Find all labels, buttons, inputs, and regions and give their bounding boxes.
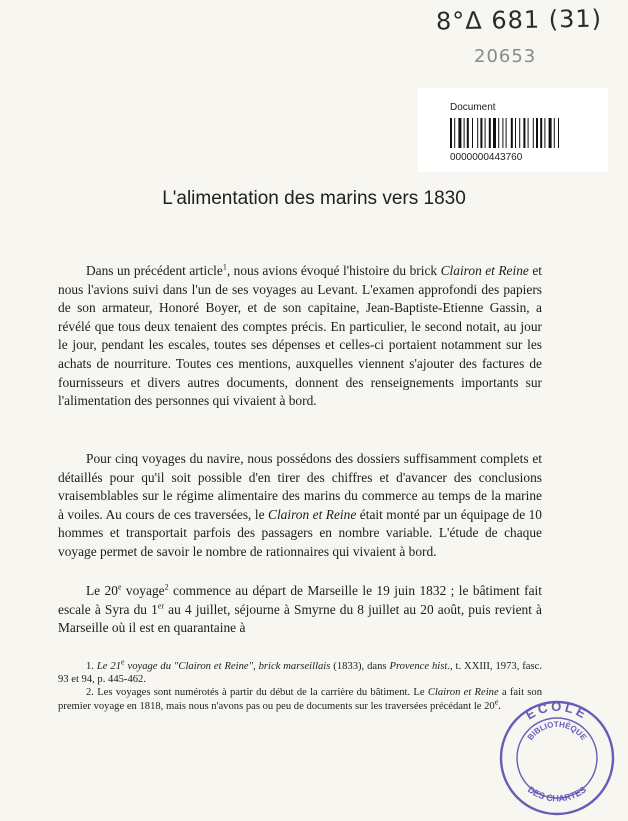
svg-text:DES CHARTES <box>526 784 588 803</box>
footnote-2: 2. Les voyages sont numérotés à partir du début de la carrière du bâtiment. Le Clairon et Reine a fait son premier voyage en 1818, mais nous n'avons pas ou peu de documents sur les traversées précédant le 20e. <box>58 687 542 712</box>
barcode-document-label: Document <box>450 102 496 113</box>
barcode-bar <box>485 118 486 148</box>
barcode-bar <box>536 118 538 148</box>
barcode-bar <box>528 118 529 148</box>
stamp-top-text: ECOLE <box>522 698 592 723</box>
barcode-bar <box>506 118 507 148</box>
paragraph-text: Pour cinq voyages du navire, nous possédons des dossiers suffisamment complets et détaillés pour qu'il soit possible d'en tirer des chiffres et d'avancer des conclusions vraisemblables sur le régime alimentaire des marins du commerce au temps de la marine à voiles. Au cours de ces traversées, le Clairon et Reine était monté par un équipage de 10 hommes et transportait parfois des passagers en nombre variable. L'étude de chaque voyage permet de savoir le nombre de rationnaires qui vivaient à bord. <box>58 451 543 559</box>
barcode-bar <box>533 118 534 148</box>
barcode-bar <box>515 118 516 148</box>
handwritten-shelfmark: 8°Δ 681 (31) <box>435 4 603 36</box>
barcode-bar <box>454 118 455 148</box>
barcode-bar <box>493 118 496 148</box>
barcode-icon <box>450 118 582 148</box>
paragraph-2 <box>58 450 542 562</box>
footnotes <box>58 657 542 713</box>
barcode-bar <box>472 118 473 148</box>
stamp-middle-text: BIBLIOTHÈQUE <box>525 719 589 742</box>
barcode-bar <box>458 118 461 148</box>
barcode-bar <box>498 118 499 148</box>
barcode-bar <box>558 118 559 148</box>
barcode-number: 0000000443760 <box>450 152 523 163</box>
barcode-bar <box>554 118 555 148</box>
stamp-seal-icon <box>496 694 618 816</box>
barcode-bar <box>502 118 503 148</box>
barcode-bar <box>480 118 482 148</box>
footnote-1: 1. Le 21e voyage du "Clairon et Reine", brick marseillais (1833), dans Provence hist., t. XXIII, 1973, fasc. 93 et 94, p. 445-462. <box>58 657 542 686</box>
barcode-label <box>418 88 608 172</box>
article-title: L'alimentation des marins vers 1830 <box>162 188 466 209</box>
paragraph-text: Dans un précédent article$^1$, nous avions évoqué l'histoire du brick Clairon et Reine et nous l'avions suivi dans l'un de ses voyages au Levant. L'examen approfondi des papiers de son armateur, Honoré Boyer, et de son capitaine, Jean-Baptiste-Etienne Gassin, a révélé que tous deux tenaient des comptes précis. En particulier, le second notait, au jour le jour, pendant les escales, toutes ses dépenses et celles-ci portaient notamment sur les achats de nourriture. Toutes ces mentions, auxquelles viennent s'ajouter des factures de fournisseurs et divers autres documents, donnent des renseignements importants sur l'alimentation des personnes qui vivaient à bord. <box>58 262 542 409</box>
barcode-bar <box>511 118 513 148</box>
paragraph-3 <box>58 582 542 638</box>
library-stamp <box>496 694 618 816</box>
svg-text:ECOLE <box>523 699 591 723</box>
stamp-bottom-text: DES CHARTES <box>525 784 589 804</box>
barcode-bar <box>540 118 542 148</box>
paragraph-text: Le 20e voyage$^2$ commence au départ de Marseille le 19 juin 1832 ; le bâtiment fait escale à Syra du 1er au 4 juillet, séjourne à Smyrne du 8 juillet au 20 août, puis revient à Marseille où il est en quarantaine à <box>58 582 542 636</box>
barcode-bar <box>467 118 469 148</box>
barcode-bar <box>477 118 478 148</box>
paragraph-1 <box>58 262 542 411</box>
barcode-bar <box>523 118 525 148</box>
barcode-bar <box>544 118 545 148</box>
barcode-bar <box>519 118 520 148</box>
svg-text:BIBLIOTHÈQUE <box>526 720 589 742</box>
barcode-bar <box>450 118 452 148</box>
barcode-bar <box>489 118 491 148</box>
barcode-bar <box>549 118 552 148</box>
barcode-bar <box>464 118 465 148</box>
handwritten-inventory-number: 20653 <box>474 46 537 67</box>
